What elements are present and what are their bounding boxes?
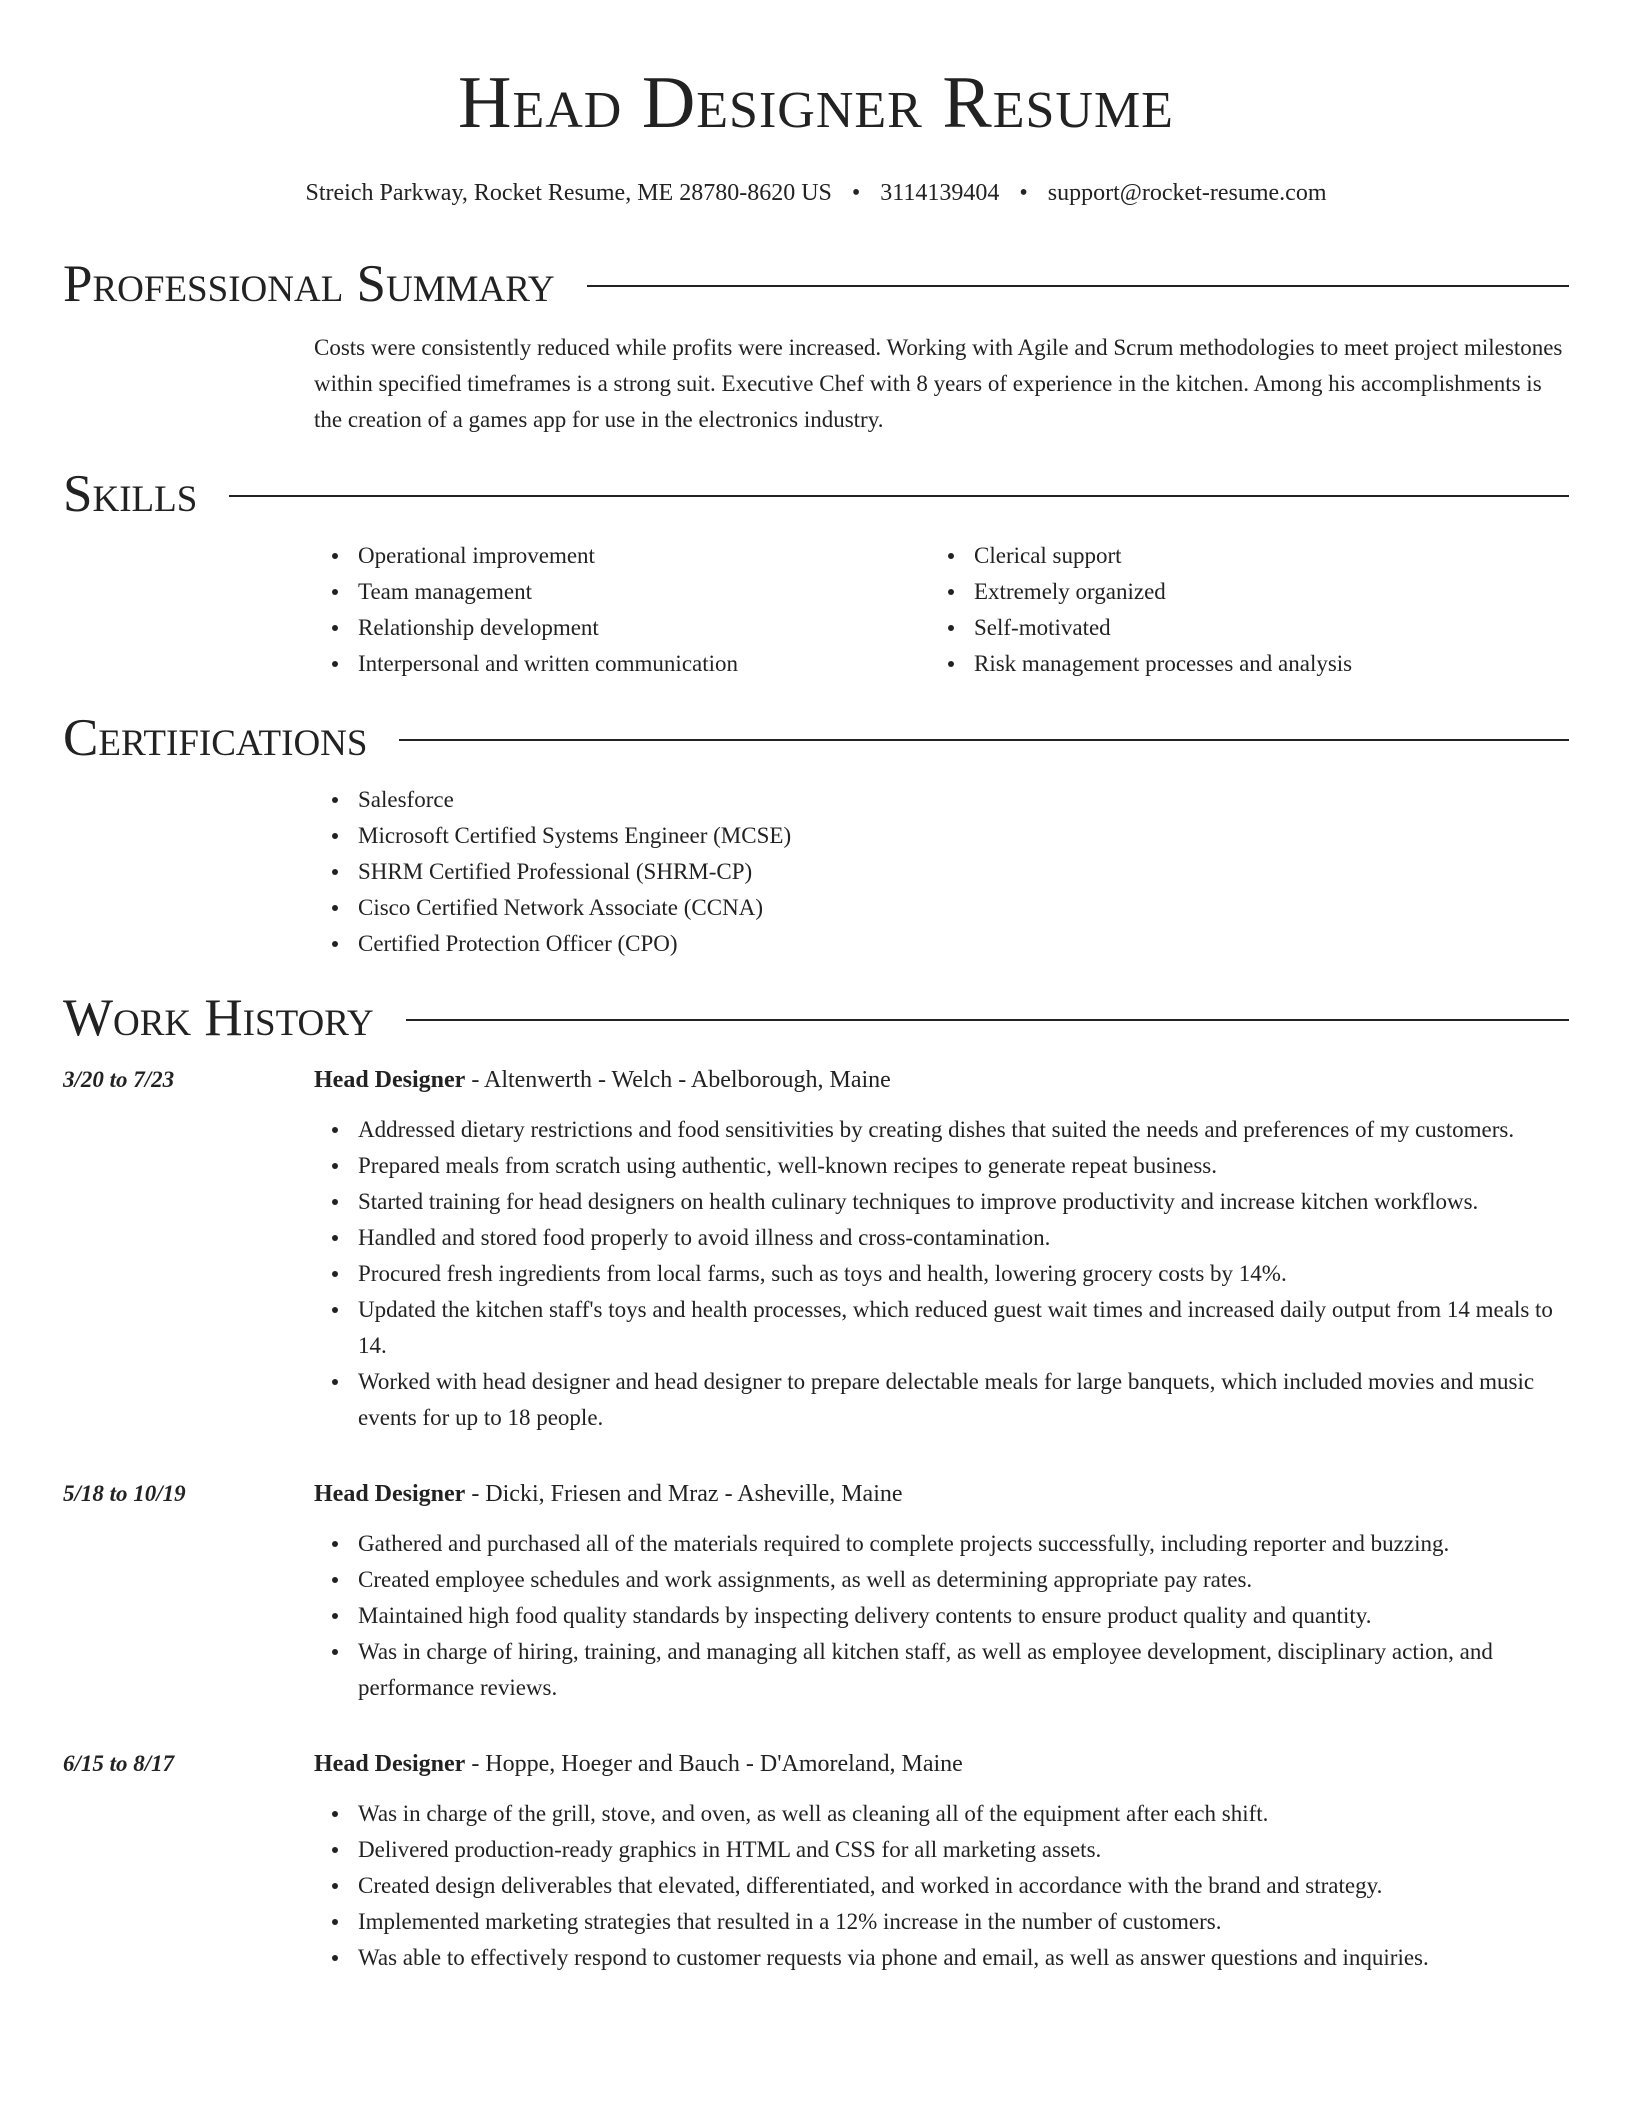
- certification-item: Cisco Certified Network Associate (CCNA): [358, 890, 1569, 926]
- section-header: [63, 708, 1569, 768]
- certifications-list: [314, 782, 1569, 962]
- job-dates: 3/20 to 7/23: [63, 1067, 175, 1092]
- job-duty: Was in charge of the grill, stove, and oven, as well as cleaning all of the equipment after each shift.: [358, 1796, 1569, 1832]
- section-body: [314, 782, 1569, 962]
- job-title: Head Designer: [314, 1751, 466, 1777]
- contact-separator: •: [1019, 180, 1028, 206]
- job-employer: - Altenwerth - Welch - Abelborough, Maine: [465, 1067, 891, 1093]
- job-duty: Prepared meals from scratch using authentic, well-known recipes to generate repeat business.: [358, 1148, 1569, 1184]
- job-heading: [314, 1746, 1569, 1782]
- section-header: [63, 988, 1569, 1048]
- job-duty: Implemented marketing strategies that resulted in a 12% increase in the number of customers.: [358, 1904, 1569, 1940]
- skill-item: Team management: [358, 574, 930, 610]
- job-duty: Was able to effectively respond to customer requests via phone and email, as well as answer questions and inquiries.: [358, 1940, 1569, 1976]
- job-duty: Created design deliverables that elevated, differentiated, and worked in accordance with the brand and strategy.: [358, 1868, 1569, 1904]
- skills-section: [63, 464, 1569, 682]
- skill-item: Risk management processes and analysis: [974, 646, 1569, 682]
- resume-title: Head Designer Resume: [458, 62, 1174, 144]
- skill-item: Operational improvement: [358, 538, 930, 574]
- contact-address: Streich Parkway, Rocket Resume, ME 28780-8620 US: [305, 180, 832, 206]
- summary-text: Costs were consistently reduced while profits were increased. Working with Agile and Scrum methodologies to meet project milestones within specified timeframes is a strong suit. Executive Chef with 8 years of experience in the kitchen. Among his accomplishments is the creation of a games app for use in the electronics industry.: [314, 335, 1563, 432]
- job-dates: 5/18 to 10/19: [63, 1481, 186, 1506]
- job-details: [314, 1062, 1569, 1436]
- job-details: [314, 1746, 1569, 1976]
- job-entry: [63, 1476, 1569, 1706]
- job-duties-list: [314, 1526, 1569, 1706]
- section-body: [314, 538, 1569, 682]
- contact-line: [63, 176, 1569, 210]
- summary-section: [63, 254, 1569, 438]
- skills-grid: [314, 538, 1569, 682]
- job-duties-list: [314, 1796, 1569, 1976]
- section-title: Certifications: [63, 709, 368, 767]
- job-duty: Handled and stored food properly to avoid illness and cross-contamination.: [358, 1220, 1569, 1256]
- skill-item: Self-motivated: [974, 610, 1569, 646]
- section-header: [63, 464, 1569, 524]
- job-details: [314, 1476, 1569, 1706]
- skills-list-left: [314, 538, 930, 682]
- job-duty: Delivered production-ready graphics in HTML and CSS for all marketing assets.: [358, 1832, 1569, 1868]
- section-divider: [399, 739, 1569, 741]
- job-duty: Started training for head designers on health culinary techniques to improve productivity and increase kitchen workflows.: [358, 1184, 1569, 1220]
- section-divider: [406, 1019, 1569, 1021]
- job-duty: Addressed dietary restrictions and food sensitivities by creating dishes that suited the needs and preferences of my customers.: [358, 1112, 1569, 1148]
- job-employer: - Dicki, Friesen and Mraz - Asheville, Maine: [465, 1481, 903, 1507]
- section-divider: [587, 285, 1569, 287]
- contact-phone: 3114139404: [880, 180, 1000, 206]
- section-divider: [229, 495, 1569, 497]
- section-title: Work History: [63, 989, 374, 1047]
- job-title: Head Designer: [314, 1481, 466, 1507]
- skill-item: Interpersonal and written communication: [358, 646, 930, 682]
- certification-item: Salesforce: [358, 782, 1569, 818]
- skill-item: Relationship development: [358, 610, 930, 646]
- section-title: Skills: [63, 465, 198, 523]
- job-title: Head Designer: [314, 1067, 466, 1093]
- contact-email: support@rocket-resume.com: [1047, 180, 1327, 206]
- job-duties-list: [314, 1112, 1569, 1436]
- job-duty: Updated the kitchen staff's toys and health processes, which reduced guest wait times and increased daily output from 14 meals to 14.: [358, 1292, 1569, 1364]
- section-title: Professional Summary: [63, 255, 555, 313]
- certification-item: SHRM Certified Professional (SHRM-CP): [358, 854, 1569, 890]
- job-dates: 6/15 to 8/17: [63, 1751, 175, 1776]
- job-duty: Procured fresh ingredients from local farms, such as toys and health, lowering grocery costs by 14%.: [358, 1256, 1569, 1292]
- job-duty: Maintained high food quality standards by inspecting delivery contents to ensure product quality and quantity.: [358, 1598, 1569, 1634]
- skill-item: Clerical support: [974, 538, 1569, 574]
- certifications-section: [63, 708, 1569, 962]
- certification-item: Certified Protection Officer (CPO): [358, 926, 1569, 962]
- skill-item: Extremely organized: [974, 574, 1569, 610]
- job-heading: [314, 1476, 1569, 1512]
- job-duty: Created employee schedules and work assignments, as well as determining appropriate pay rates.: [358, 1562, 1569, 1598]
- job-duty: Worked with head designer and head designer to prepare delectable meals for large banquets, which included movies and music events for up to 18 people.: [358, 1364, 1569, 1436]
- contact-separator: •: [851, 180, 861, 206]
- section-body: [314, 330, 1569, 438]
- job-entry: [63, 1746, 1569, 1976]
- job-duty: Gathered and purchased all of the materials required to complete projects successfully, including reporter and buzzing.: [358, 1526, 1569, 1562]
- skills-list-right: [930, 538, 1569, 682]
- section-header: [63, 254, 1569, 314]
- job-heading: [314, 1062, 1569, 1098]
- job-employer: - Hoppe, Hoeger and Bauch - D'Amoreland, Maine: [465, 1751, 963, 1777]
- job-entry: [63, 1062, 1569, 1436]
- work-history-section: [63, 988, 1569, 1976]
- certification-item: Microsoft Certified Systems Engineer (MCSE): [358, 818, 1569, 854]
- job-duty: Was in charge of hiring, training, and managing all kitchen staff, as well as employee development, disciplinary action, and performance reviews.: [358, 1634, 1569, 1706]
